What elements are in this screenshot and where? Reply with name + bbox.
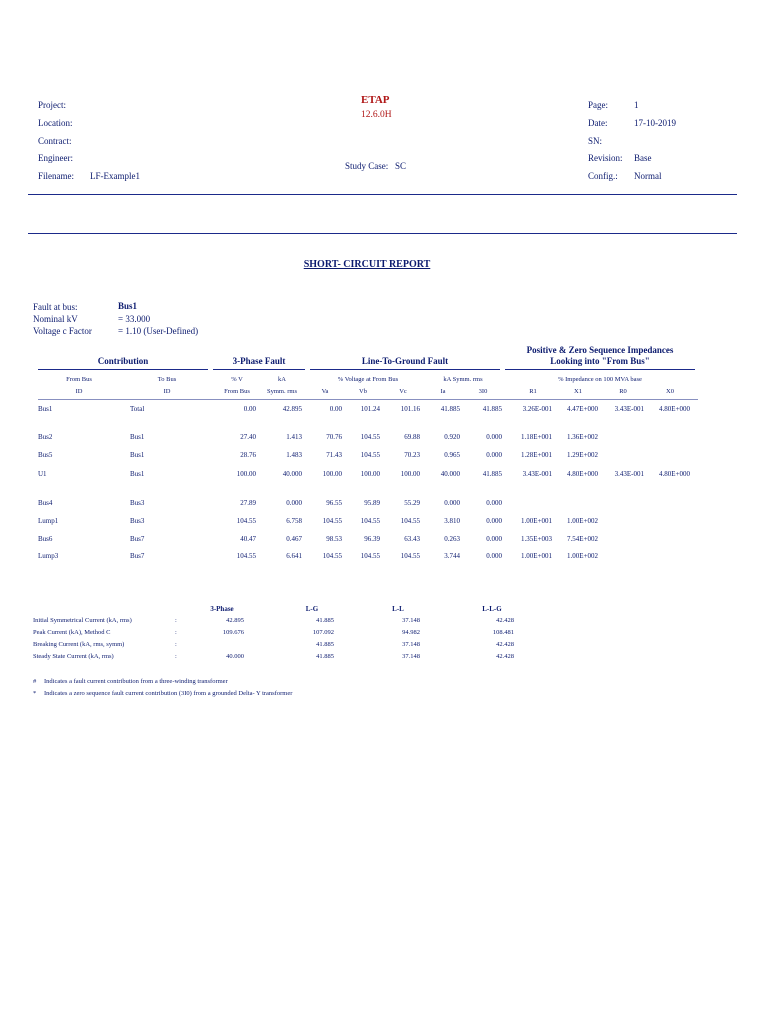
date-value: 17-10-2019 (634, 118, 676, 128)
cell-ka: 1.413 (286, 433, 302, 441)
summary-header-3phase: 3-Phase (210, 605, 234, 613)
cell-x1: 1.00E+002 (567, 517, 598, 525)
cell-pct-v: 104.55 (236, 552, 256, 560)
summary-value: 37.148 (402, 653, 420, 660)
cell-vc: 63.43 (404, 535, 420, 543)
summary-separator: : (175, 641, 177, 648)
cell-va: 104.55 (322, 552, 342, 560)
fault-bus-value: Bus1 (118, 301, 138, 311)
contract-label: Contract: (38, 136, 72, 146)
cell-ia: 40.000 (440, 470, 460, 478)
impedance-header-line2: Looking into "From Bus" (550, 356, 650, 366)
cell-to-bus: Total (130, 405, 145, 413)
cell-vb: 104.55 (360, 517, 380, 525)
summary-separator: : (175, 653, 177, 660)
column-header-underline (38, 399, 698, 400)
col-symm-rms: Symm. rms (267, 388, 297, 395)
summary-value: 42.428 (496, 641, 514, 648)
col-to-id: ID (163, 388, 171, 395)
page-label: Page: (588, 100, 608, 110)
contribution-underline (38, 369, 208, 370)
cell-ia: 3.810 (444, 517, 460, 525)
summary-value: 37.148 (402, 641, 420, 648)
summary-header-llg: L-L-G (482, 605, 502, 613)
summary-value: 109.676 (222, 629, 244, 636)
cell-3i0: 0.000 (486, 451, 502, 459)
summary-header-ll: L-L (392, 605, 404, 613)
cell-pct-v: 27.40 (240, 433, 256, 441)
cell-from-bus: Bus2 (38, 433, 53, 441)
cell-vb: 104.55 (360, 451, 380, 459)
three-phase-header: 3-Phase Fault (232, 356, 286, 366)
col-3i0: 3I0 (478, 388, 488, 395)
cell-x0: 4.80E+000 (659, 470, 690, 478)
cell-from-bus: Bus6 (38, 535, 53, 543)
voltage-from-bus-header: % Voltage at From Bus (337, 376, 399, 383)
summary-value: 42.428 (496, 617, 514, 624)
col-r0: R0 (619, 388, 627, 395)
cell-ia: 0.920 (444, 433, 460, 441)
cell-vb: 104.55 (360, 433, 380, 441)
cell-from-bus: Bus4 (38, 499, 53, 507)
header-divider (28, 194, 737, 195)
cell-ka: 42.895 (282, 405, 302, 413)
cell-ka: 0.000 (286, 499, 302, 507)
cell-va: 0.00 (329, 405, 342, 413)
summary-label: Steady State Current (kA, rms) (33, 653, 114, 660)
voltage-factor-label: Voltage c Factor (33, 326, 92, 336)
cell-from-bus: U1 (38, 470, 47, 478)
cell-to-bus: Bus7 (130, 535, 145, 543)
cell-ia: 0.263 (444, 535, 460, 543)
col-vb: Vb (359, 388, 367, 395)
cell-to-bus: Bus7 (130, 552, 145, 560)
nominal-kv-value: = 33.000 (118, 314, 151, 324)
nominal-kv-label: Nominal kV (33, 314, 78, 324)
cell-r1: 1.00E+001 (521, 552, 552, 560)
contribution-header: Contribution (97, 356, 149, 366)
cell-from-bus: Bus5 (38, 451, 53, 459)
page-value: 1 (634, 100, 639, 110)
cell-x1: 1.29E+002 (567, 451, 598, 459)
config-value: Normal (634, 171, 662, 181)
cell-ia: 3.744 (444, 552, 460, 560)
cell-va: 98.53 (326, 535, 342, 543)
summary-value: 41.885 (316, 641, 334, 648)
cell-3i0: 0.000 (486, 517, 502, 525)
summary-value: 108.481 (492, 629, 514, 636)
project-label: Project: (38, 100, 66, 110)
cell-vc: 69.88 (404, 433, 420, 441)
summary-separator: : (175, 629, 177, 636)
cell-pct-v: 100.00 (236, 470, 256, 478)
cell-ia: 0.000 (444, 499, 460, 507)
cell-pct-v: 104.55 (236, 517, 256, 525)
cell-ka: 0.467 (286, 535, 302, 543)
cell-r1: 3.26E-001 (522, 405, 552, 413)
cell-ia: 0.965 (444, 451, 460, 459)
cell-x1: 1.36E+002 (567, 433, 598, 441)
cell-vb: 101.24 (360, 405, 380, 413)
cell-va: 96.55 (326, 499, 342, 507)
cell-vc: 100.00 (400, 470, 420, 478)
cell-r0: 3.43E-001 (614, 470, 644, 478)
cell-to-bus: Bus1 (130, 433, 145, 441)
summary-label: Peak Current (kA), Method C (33, 629, 111, 636)
cell-3i0: 41.885 (482, 470, 502, 478)
cell-to-bus: Bus1 (130, 451, 145, 459)
filename-label: Filename: (38, 171, 74, 181)
summary-value: 37.148 (402, 617, 420, 624)
col-from-bus: From Bus (224, 388, 250, 395)
note-text: Indicates a fault current contribution from a three-winding transformer (44, 678, 228, 685)
col-from-id: ID (75, 388, 83, 395)
report-title: SHORT- CIRCUIT REPORT (303, 259, 431, 270)
study-case-value: SC (395, 161, 407, 171)
summary-label: Initial Symmetrical Current (kA, rms) (33, 617, 132, 624)
cell-x1: 7.54E+002 (567, 535, 598, 543)
col-vc: Vc (399, 388, 407, 395)
app-version: 12.6.0H (361, 110, 392, 120)
app-name: ETAP (361, 94, 390, 106)
cell-va: 70.76 (326, 433, 342, 441)
cell-pct-v: 27.89 (240, 499, 256, 507)
cell-r1: 1.28E+001 (521, 451, 552, 459)
cell-to-bus: Bus1 (130, 470, 145, 478)
revision-label: Revision: (588, 153, 623, 163)
summary-header-lg: L-G (305, 605, 319, 613)
cell-r1: 3.43E-001 (522, 470, 552, 478)
cell-va: 104.55 (322, 517, 342, 525)
cell-ka: 1.483 (286, 451, 302, 459)
cell-pct-v: 40.47 (240, 535, 256, 543)
col-va: Va (321, 388, 329, 395)
revision-value: Base (634, 153, 652, 163)
ltg-underline (310, 369, 500, 370)
cell-3i0: 0.000 (486, 552, 502, 560)
cell-ia: 41.885 (440, 405, 460, 413)
cell-from-bus: Lump3 (38, 552, 59, 560)
cell-vc: 104.55 (400, 517, 420, 525)
cell-3i0: 41.885 (482, 405, 502, 413)
summary-value: 42.428 (496, 653, 514, 660)
cell-x1: 1.00E+002 (567, 552, 598, 560)
ka-header: kA (278, 376, 286, 383)
cell-va: 100.00 (322, 470, 342, 478)
location-label: Location: (38, 118, 73, 128)
cell-3i0: 0.000 (486, 535, 502, 543)
cell-3i0: 0.000 (486, 433, 502, 441)
col-r1: R1 (529, 388, 537, 395)
cell-from-bus: Lump1 (38, 517, 59, 525)
cell-vc: 70.23 (404, 451, 420, 459)
col-x0: X0 (666, 388, 674, 395)
note-text: Indicates a zero sequence fault current contribution (3I0) from a grounded Delta- Y transformer (44, 690, 293, 697)
cell-pct-v: 28.76 (240, 451, 256, 459)
cell-va: 71.43 (326, 451, 342, 459)
summary-value: 94.982 (402, 629, 420, 636)
cell-r1: 1.35E+003 (521, 535, 552, 543)
impedance-base-header: % Impedance on 100 MVA base (558, 376, 642, 383)
summary-value: 41.885 (316, 653, 334, 660)
from-bus-header: From Bus (66, 376, 92, 383)
config-label: Config.: (588, 171, 618, 181)
cell-vb: 100.00 (360, 470, 380, 478)
cell-r0: 3.43E-001 (614, 405, 644, 413)
note-mark: # (33, 678, 37, 685)
ltg-header: Line-To-Ground Fault (361, 356, 449, 366)
cell-vb: 104.55 (360, 552, 380, 560)
to-bus-header: To Bus (157, 376, 177, 383)
ka-symm-header: kA Symm. rms (443, 376, 483, 383)
filename-value: LF-Example1 (90, 171, 140, 181)
voltage-factor-value: = 1.10 (User-Defined) (118, 326, 199, 336)
cell-vb: 96.39 (364, 535, 380, 543)
cell-vb: 95.89 (364, 499, 380, 507)
pct-v-header: % V (231, 376, 243, 383)
summary-value: 41.885 (316, 617, 334, 624)
study-case-label: Study Case: (345, 161, 389, 171)
cell-ka: 40.000 (282, 470, 302, 478)
cell-3i0: 0.000 (486, 499, 502, 507)
summary-separator: : (175, 617, 177, 624)
date-label: Date: (588, 118, 608, 128)
cell-to-bus: Bus3 (130, 499, 145, 507)
cell-r1: 1.00E+001 (521, 517, 552, 525)
fault-bus-label: Fault at bus: (33, 302, 78, 312)
cell-x0: 4.80E+000 (659, 405, 690, 413)
cell-ka: 6.758 (286, 517, 302, 525)
cell-vc: 101.16 (400, 405, 420, 413)
col-ia: Ia (440, 388, 446, 395)
cell-vc: 55.29 (404, 499, 420, 507)
summary-value: 107.092 (312, 629, 334, 636)
cell-r1: 1.18E+001 (521, 433, 552, 441)
sn-label: SN: (588, 136, 603, 146)
cell-x1: 4.47E+000 (567, 405, 598, 413)
cell-pct-v: 0.00 (243, 405, 256, 413)
summary-value: 42.895 (226, 617, 244, 624)
impedance-header-line1: Positive & Zero Sequence Impedances (526, 345, 674, 355)
summary-label: Breaking Current (kA, rms, symm) (33, 641, 125, 648)
cell-x1: 4.80E+000 (567, 470, 598, 478)
cell-from-bus: Bus1 (38, 405, 53, 413)
col-x1: X1 (574, 388, 582, 395)
section-divider (28, 233, 737, 234)
impedance-underline (505, 369, 695, 370)
cell-ka: 6.641 (286, 552, 302, 560)
cell-vc: 104.55 (400, 552, 420, 560)
three-phase-underline (213, 369, 305, 370)
cell-to-bus: Bus3 (130, 517, 145, 525)
note-mark: * (33, 690, 37, 697)
engineer-label: Engineer: (38, 153, 73, 163)
summary-value: 40.000 (226, 653, 244, 660)
